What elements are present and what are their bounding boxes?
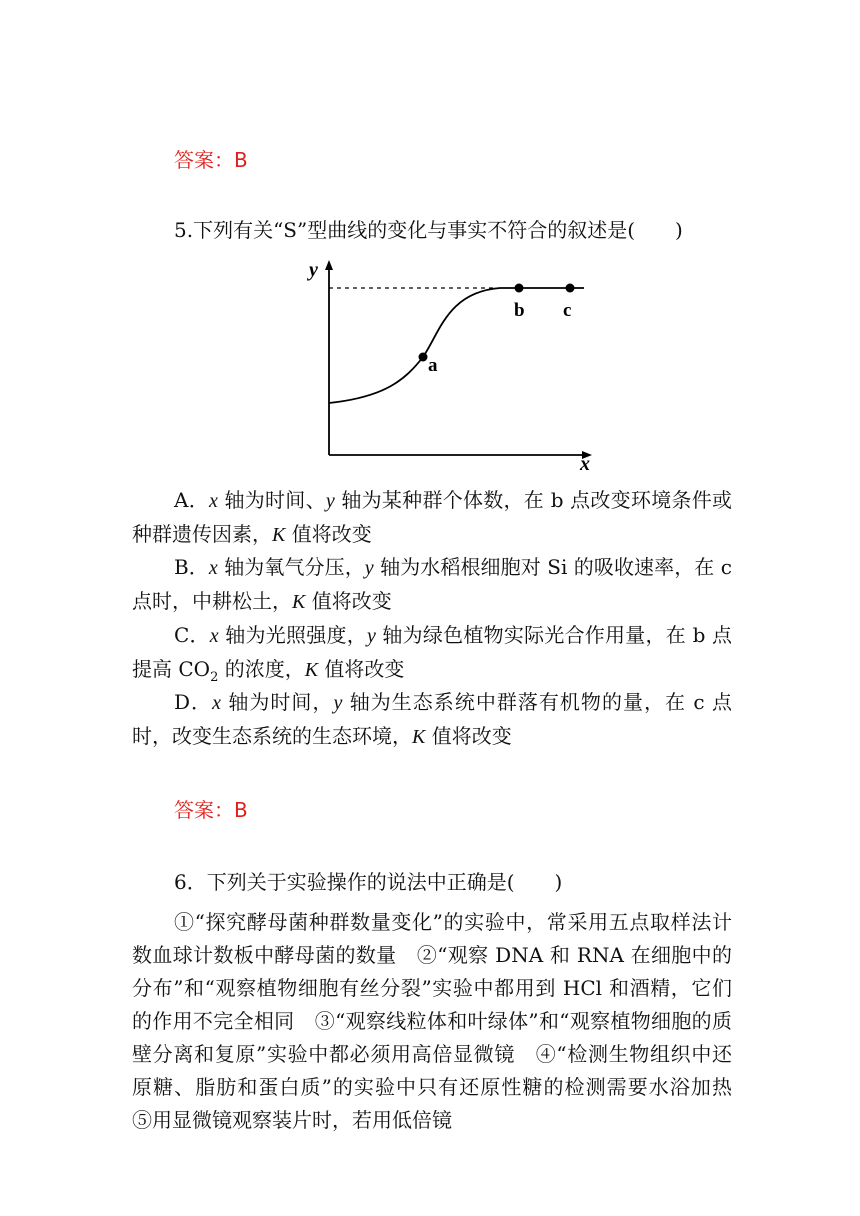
var-k: K xyxy=(304,659,319,681)
option-b-text-1: 轴为氧气分压， xyxy=(217,555,365,579)
option-a xyxy=(132,484,732,552)
point-a-label: a xyxy=(428,355,438,376)
var-y: y xyxy=(366,625,376,647)
var-k: K xyxy=(292,591,306,613)
var-y: y xyxy=(333,692,343,714)
point-b-label: b xyxy=(514,300,525,321)
option-c-text-4: 值将改变 xyxy=(318,657,405,681)
option-a-letter: A． xyxy=(174,488,209,512)
point-c-marker xyxy=(566,284,575,293)
s-curve xyxy=(329,288,584,403)
var-x: x xyxy=(208,490,218,512)
option-c xyxy=(132,619,732,694)
option-a-text-1: 轴为时间、 xyxy=(217,488,326,512)
option-b xyxy=(132,551,732,619)
answer-value: B xyxy=(234,798,248,822)
option-c-text-1: 轴为光照强度， xyxy=(218,623,367,647)
answer-line-2 xyxy=(174,794,248,823)
point-c-label: c xyxy=(563,300,572,321)
point-b-marker xyxy=(515,284,524,293)
option-c-letter: C． xyxy=(174,623,210,647)
option-c-text-3: 的浓度， xyxy=(218,657,305,681)
y-axis-label: y xyxy=(309,259,318,281)
var-x: x xyxy=(209,625,219,647)
option-d-text-2: 轴为生态系统中群落有机物的量，在 c 点时，改变生态系统的生态环境， xyxy=(132,690,732,748)
point-a-marker xyxy=(419,353,428,362)
var-k: K xyxy=(412,726,426,748)
question-5-stem: 5.下列有关“S”型曲线的变化与事实不符合的叙述是( ) xyxy=(174,218,683,242)
question-6-body: ①“探究酵母菌种群数量变化”的实验中，常采用五点取样法计数血球计数板中酵母菌的数量 ②“观察 DNA 和 RNA 在细胞中的分布”和“观察植物细胞有丝分裂”实验中都用到 HCl 和酒精，它们的作用不完全相同 ③“观察线粒体和叶绿体”和“观察植物细胞的质壁分离和复原”实验中都必须用高倍显微镜 ④“检测生物组织中还原糖、脂肪和蛋白质”的实验中只有还原性糖的检测需要水浴加热 ⑤用显微镜观察装片时，若用低倍镜 xyxy=(132,910,752,1132)
answer-value: B xyxy=(234,148,248,172)
option-b-text-3: 值将改变 xyxy=(305,589,392,613)
answer-label: 答案： xyxy=(174,798,234,822)
option-a-text-3: 值将改变 xyxy=(285,522,372,546)
y-axis-arrow xyxy=(325,260,333,270)
option-a-text-2: 轴为某种群个体数，在 b 点改变环境条件或种群遗传因素， xyxy=(132,488,733,546)
var-k: K xyxy=(272,524,286,546)
option-d xyxy=(132,686,732,754)
option-d-letter: D． xyxy=(174,690,213,714)
s-curve-graph xyxy=(300,252,600,472)
var-x: x xyxy=(212,692,221,714)
co2-subscript: 2 xyxy=(210,670,219,685)
option-b-letter: B． xyxy=(174,555,209,579)
x-axis-label: x xyxy=(580,453,590,472)
option-d-text-3: 值将改变 xyxy=(425,724,512,748)
var-y: y xyxy=(364,557,374,579)
var-x: x xyxy=(208,557,218,579)
option-b-text-2: 轴为水稻根细胞对 Si 的吸收速率，在 c 点时，中耕松土， xyxy=(132,555,733,613)
answer-line-1 xyxy=(174,144,248,173)
answer-label: 答案： xyxy=(174,148,234,172)
question-6-stem: 6．下列关于实验操作的说法中正确是( ) xyxy=(174,870,563,894)
option-c-text-2: 轴为绿色植物实际光合作用量，在 b 点提高 CO xyxy=(132,623,732,681)
var-y: y xyxy=(325,490,335,512)
option-d-text-1: 轴为时间， xyxy=(220,690,334,714)
